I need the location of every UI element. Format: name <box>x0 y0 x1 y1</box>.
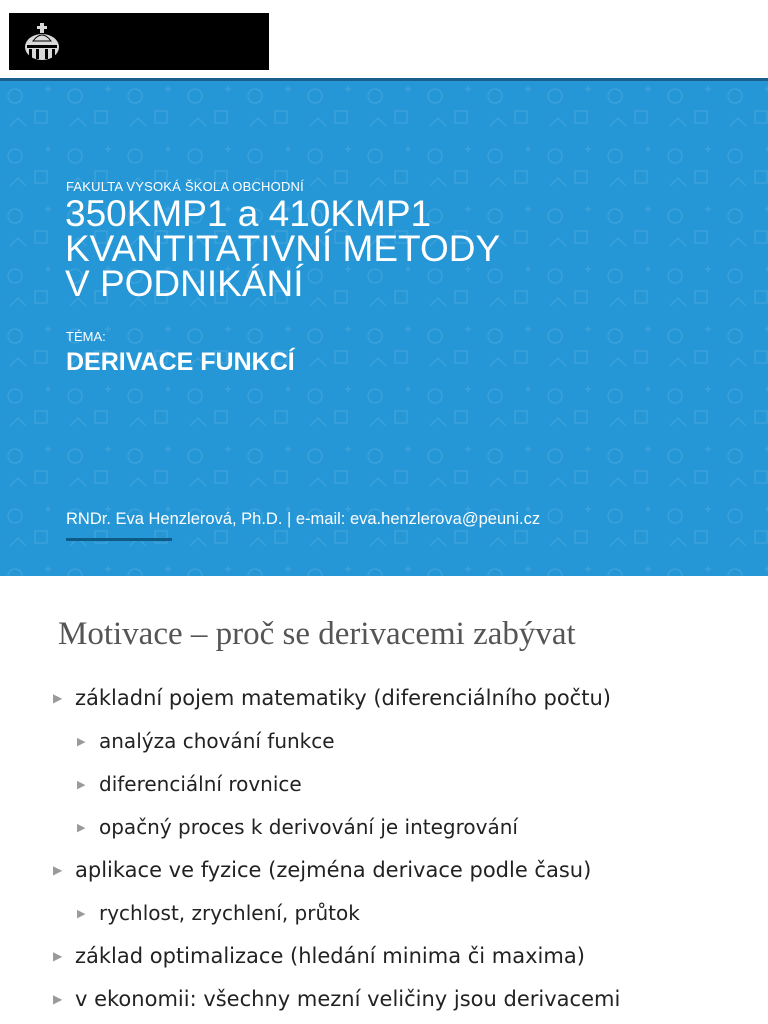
bullet-text: analýza chování funkce <box>99 729 335 753</box>
bullet-marker-icon: ▶ <box>53 992 63 1006</box>
bullet-marker-icon: ▶ <box>53 949 63 963</box>
author-contact: RNDr. Eva Henzlerová, Ph.D. | e-mail: eva.henzlerova@peuni.cz <box>66 510 541 528</box>
bullet-marker-icon: ▶ <box>77 734 86 748</box>
topic-title: DERIVACE FUNKCÍ <box>66 348 295 376</box>
author-underline <box>66 538 172 541</box>
sub-bullet-item <box>77 815 518 839</box>
bullet-text: diferenciální rovnice <box>99 772 302 796</box>
bullet-item <box>53 987 620 1011</box>
course-title-line: V PODNIKÁNÍ <box>65 263 304 304</box>
background-pattern <box>0 81 768 576</box>
sub-bullet-item <box>77 901 360 925</box>
course-title-line: 350KMP1 a 410KMP1 <box>65 193 432 234</box>
bullet-marker-icon: ▶ <box>53 863 63 877</box>
logo-banner <box>9 13 269 70</box>
university-emblem-icon <box>19 19 65 65</box>
bullet-text: opačný proces k derivování je integrování <box>99 815 518 839</box>
motivation-slide <box>0 576 768 1024</box>
bullet-item <box>53 944 585 968</box>
bullet-marker-icon: ▶ <box>53 691 63 705</box>
bullet-item <box>53 686 611 710</box>
bullet-text: aplikace ve fyzice (zejména derivace podle času) <box>75 858 592 882</box>
topic-label: TÉMA: <box>66 329 106 344</box>
bullet-item <box>53 858 591 882</box>
course-title <box>65 193 501 304</box>
sub-bullet-item <box>77 772 302 796</box>
bullet-text: základní pojem matematiky (diferenciálního počtu) <box>75 686 611 710</box>
bullet-marker-icon: ▶ <box>77 820 86 834</box>
slide-title: Motivace – proč se derivacemi zabývat <box>58 616 576 652</box>
header-band <box>0 0 768 80</box>
faculty-label: FAKULTA VYSOKÁ ŠKOLA OBCHODNÍ <box>66 179 304 194</box>
sub-bullet-item <box>77 729 335 753</box>
bullet-marker-icon: ▶ <box>77 906 86 920</box>
bullet-text: v ekonomii: všechny mezní veličiny jsou derivacemi <box>75 987 621 1011</box>
bullet-text: základ optimalizace (hledání minima či maxima) <box>75 944 585 968</box>
title-slide <box>0 81 768 576</box>
bullet-marker-icon: ▶ <box>77 777 86 791</box>
course-title-line: KVANTITATIVNÍ METODY <box>65 228 501 269</box>
bullet-text: rychlost, zrychlení, průtok <box>99 901 360 925</box>
